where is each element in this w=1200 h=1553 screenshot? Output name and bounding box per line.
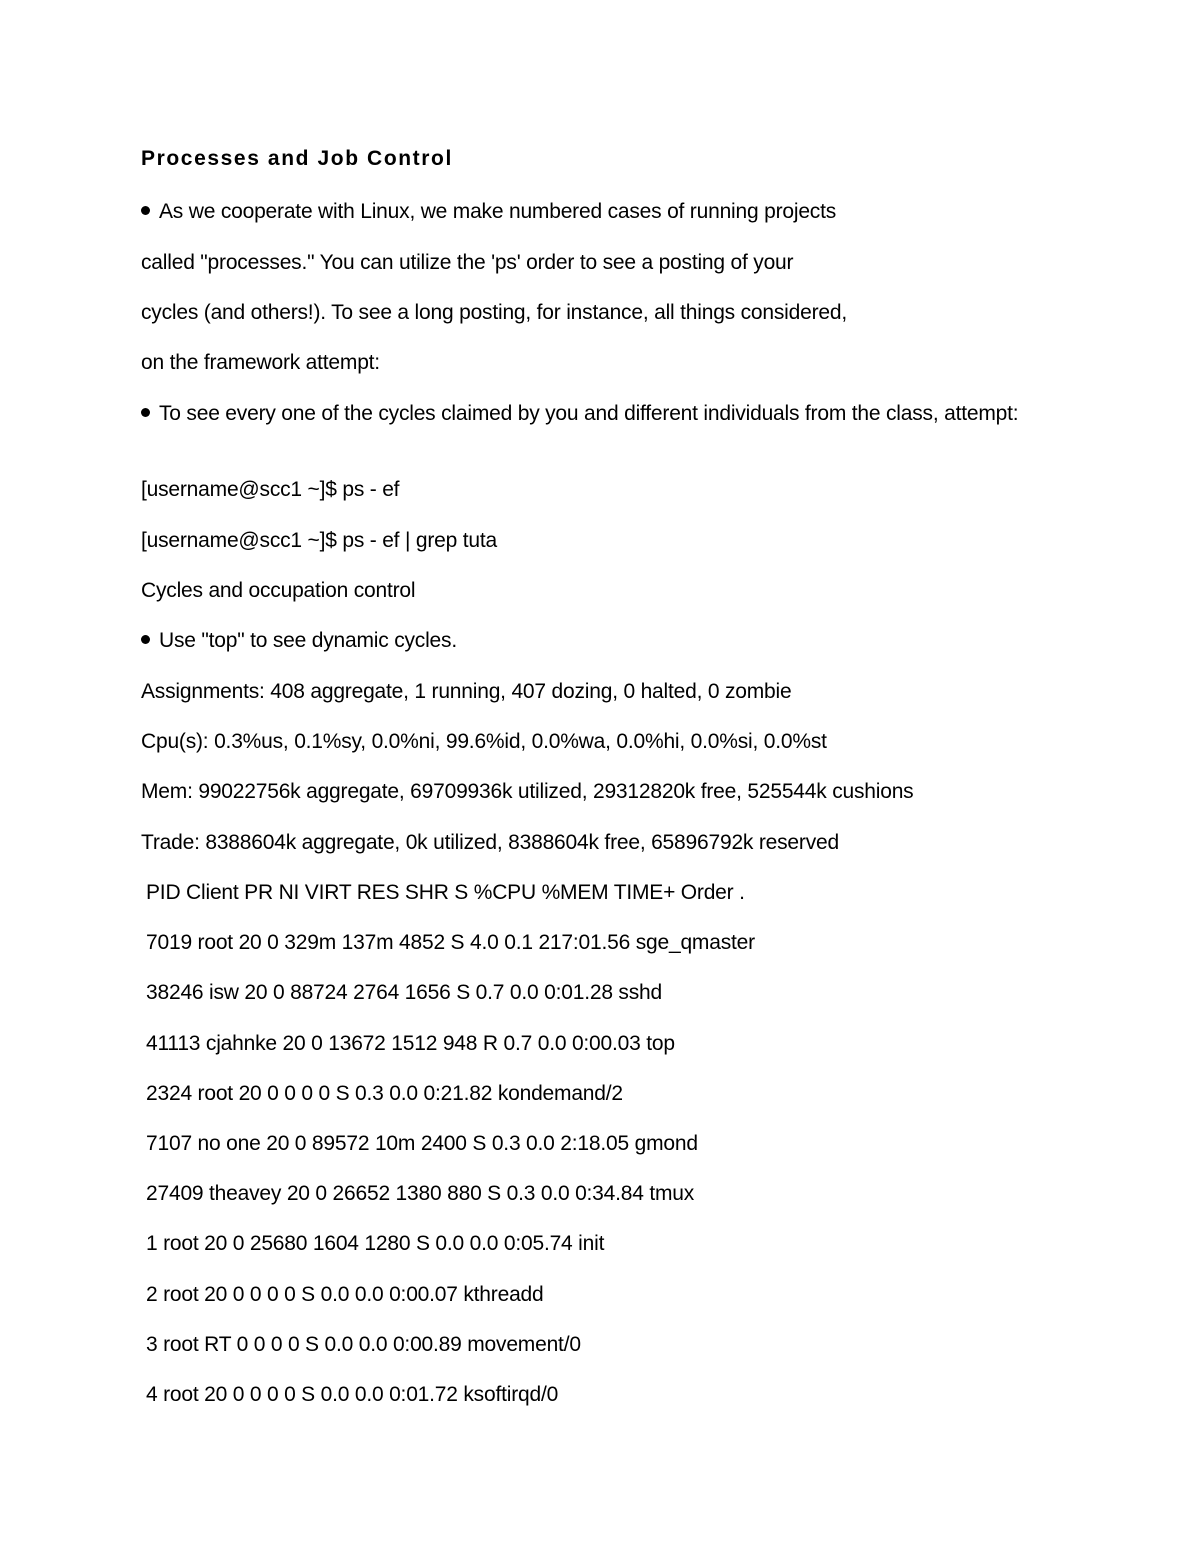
stats-mem: Mem: 99022756k aggregate, 69709936k utilized, 29312820k free, 525544k cushions — [141, 780, 914, 803]
process-header: PID Client PR NI VIRT RES SHR S %CPU %MEM TIME+ Order . — [146, 881, 745, 904]
process-row: 7107 no one 20 0 89572 10m 2400 S 0.3 0.0 2:18.05 gmond — [146, 1132, 698, 1155]
bullet-paragraph-2 — [141, 401, 1061, 427]
bullet-paragraph-1-line-3: cycles (and others!). To see a long posting, for instance, all things considered, — [141, 301, 847, 324]
process-row: 4 root 20 0 0 0 0 S 0.0 0.0 0:01.72 ksoftirqd/0 — [146, 1383, 559, 1406]
process-row: 38246 isw 20 0 88724 2764 1656 S 0.7 0.0 0:01.28 sshd — [146, 981, 662, 1004]
subheading: Cycles and occupation control — [141, 579, 416, 602]
bullet-paragraph-1-line-2: called "processes." You can utilize the 'ps' order to see a posting of your — [141, 251, 794, 274]
stats-swap: Trade: 8388604k aggregate, 0k utilized, 8388604k free, 65896792k reserved — [141, 831, 839, 854]
bullet-3-text: Use "top" to see dynamic cycles. — [159, 629, 457, 652]
bullet-paragraph-1-line-4: on the framework attempt: — [141, 351, 380, 374]
process-row: 1 root 20 0 25680 1604 1280 S 0.0 0.0 0:05.74 init — [146, 1232, 605, 1255]
process-row: 41113 cjahnke 20 0 13672 1512 948 R 0.7 0.0 0:00.03 top — [146, 1032, 675, 1055]
bullet-1-text: As we cooperate with Linux, we make numbered cases of running projects — [159, 200, 837, 223]
process-row: 3 root RT 0 0 0 0 S 0.0 0.0 0:00.89 movement/0 — [146, 1333, 581, 1356]
process-row: 2 root 20 0 0 0 0 S 0.0 0.0 0:00.07 kthreadd — [146, 1283, 544, 1306]
stats-tasks: Assignments: 408 aggregate, 1 running, 407 dozing, 0 halted, 0 zombie — [141, 680, 792, 703]
bullet-icon — [141, 635, 150, 644]
bullet-icon — [141, 206, 150, 215]
bullet-paragraph-3 — [141, 628, 457, 654]
command-line-1: [username@scc1 ~]$ ps - ef — [141, 478, 400, 501]
command-line-2: [username@scc1 ~]$ ps - ef | grep tuta — [141, 529, 497, 552]
bullet-icon — [141, 408, 150, 417]
process-row: 2324 root 20 0 0 0 0 S 0.3 0.0 0:21.82 kondemand/2 — [146, 1082, 623, 1105]
process-row: 7019 root 20 0 329m 137m 4852 S 4.0 0.1 217:01.56 sge_qmaster — [146, 931, 755, 954]
process-row: 27409 theavey 20 0 26652 1380 880 S 0.3 0.0 0:34.84 tmux — [146, 1182, 695, 1205]
stats-cpu: Cpu(s): 0.3%us, 0.1%sy, 0.0%ni, 99.6%id, 0.0%wa, 0.0%hi, 0.0%si, 0.0%st — [141, 730, 827, 753]
bullet-2-text: To see every one of the cycles claimed by you and different individuals from the class, attempt: — [159, 402, 1019, 425]
page-title: Processes and Job Control — [141, 147, 453, 170]
bullet-paragraph-1-line-1 — [141, 199, 836, 225]
